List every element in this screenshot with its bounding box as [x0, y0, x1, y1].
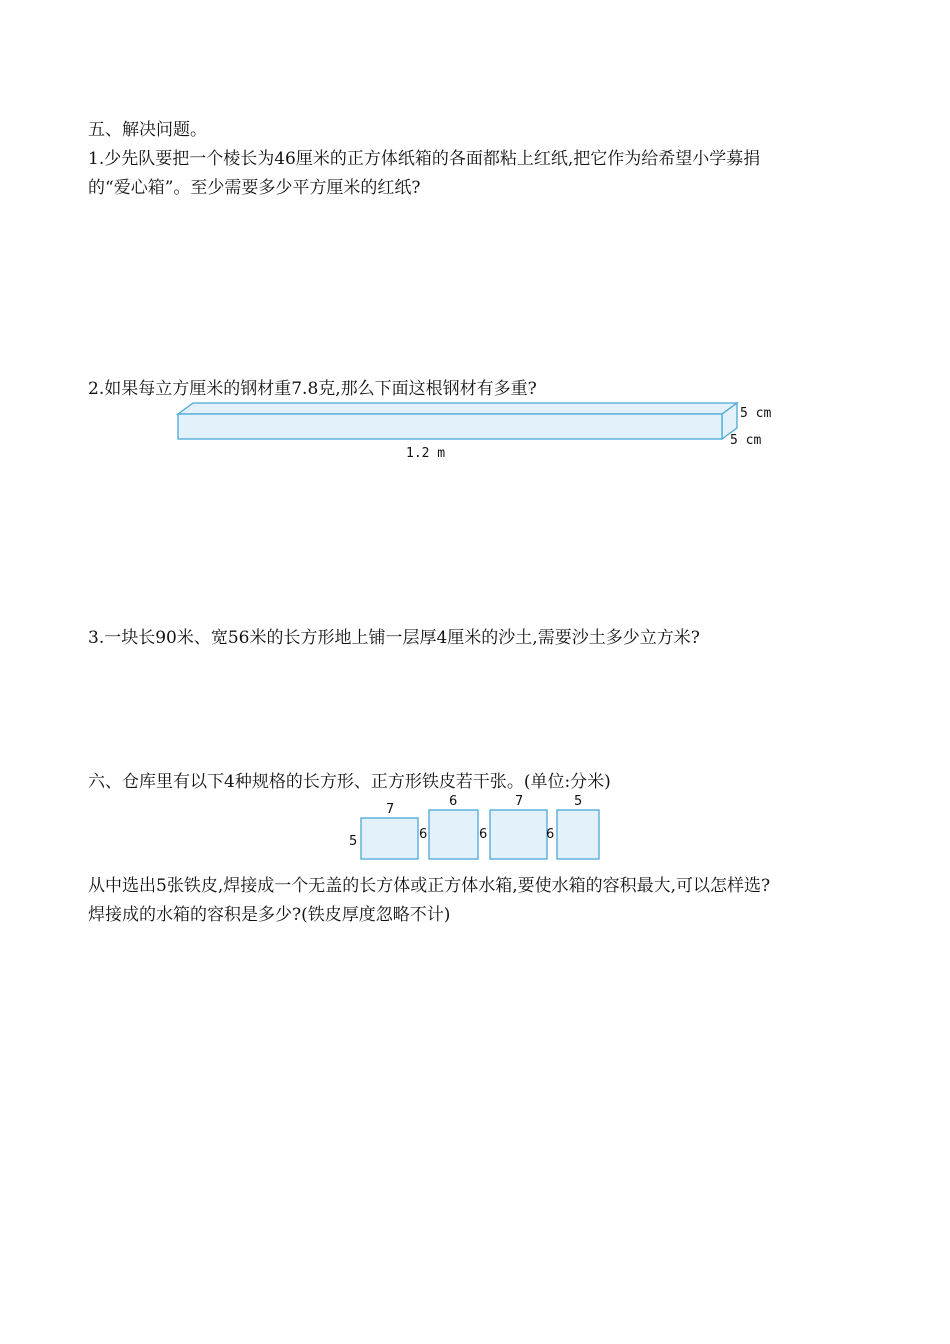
- question-1-line-2: 的“爱心箱”。至少需要多少平方厘米的红纸?: [88, 178, 421, 198]
- sheet-5x6: [557, 810, 599, 859]
- section-6-line-1: 从中选出5张铁皮,焊接成一个无盖的长方体或正方体水箱,要使水箱的容积最大,可以怎样选?: [88, 876, 771, 896]
- bar-depth-label: 5 cm: [730, 433, 762, 448]
- sheet-6x6-side-label: 6: [419, 827, 428, 842]
- section-6-heading: 六、仓库里有以下4种规格的长方形、正方形铁皮若干张。(单位:分米): [88, 772, 611, 792]
- sheet-7x5-top-label: 7: [386, 802, 395, 817]
- section-6-line-2: 焊接成的水箱的容积是多少?(铁皮厚度忽略不计): [88, 905, 451, 925]
- sheet-7x6-top-label: 7: [515, 794, 524, 809]
- sheet-7x5: [361, 818, 418, 859]
- question-3-text: 3.一块长90米、宽56米的长方形地上铺一层厚4厘米的沙土,需要沙土多少立方米?: [88, 628, 700, 648]
- sheet-7x5-side-label: 5: [349, 834, 358, 849]
- sheet-7x6: [490, 810, 547, 859]
- bar-height-label: 5 cm: [740, 406, 772, 421]
- sheet-5x6-side-label: 6: [546, 827, 555, 842]
- question-1-line-1: 1.少先队要把一个棱长为46厘米的正方体纸箱的各面都粘上红纸,把它作为给希望小学募捐: [88, 149, 761, 169]
- sheet-7x6-side-label: 6: [479, 827, 488, 842]
- bar-length-label: 1.2 m: [406, 446, 446, 461]
- question-2-text: 2.如果每立方厘米的钢材重7.8克,那么下面这根钢材有多重?: [88, 379, 537, 399]
- sheet-6x6-top-label: 6: [449, 794, 458, 809]
- section-5-heading: 五、解决问题。: [88, 120, 207, 140]
- sheet-5x6-top-label: 5: [574, 794, 583, 809]
- sheet-6x6: [429, 810, 478, 859]
